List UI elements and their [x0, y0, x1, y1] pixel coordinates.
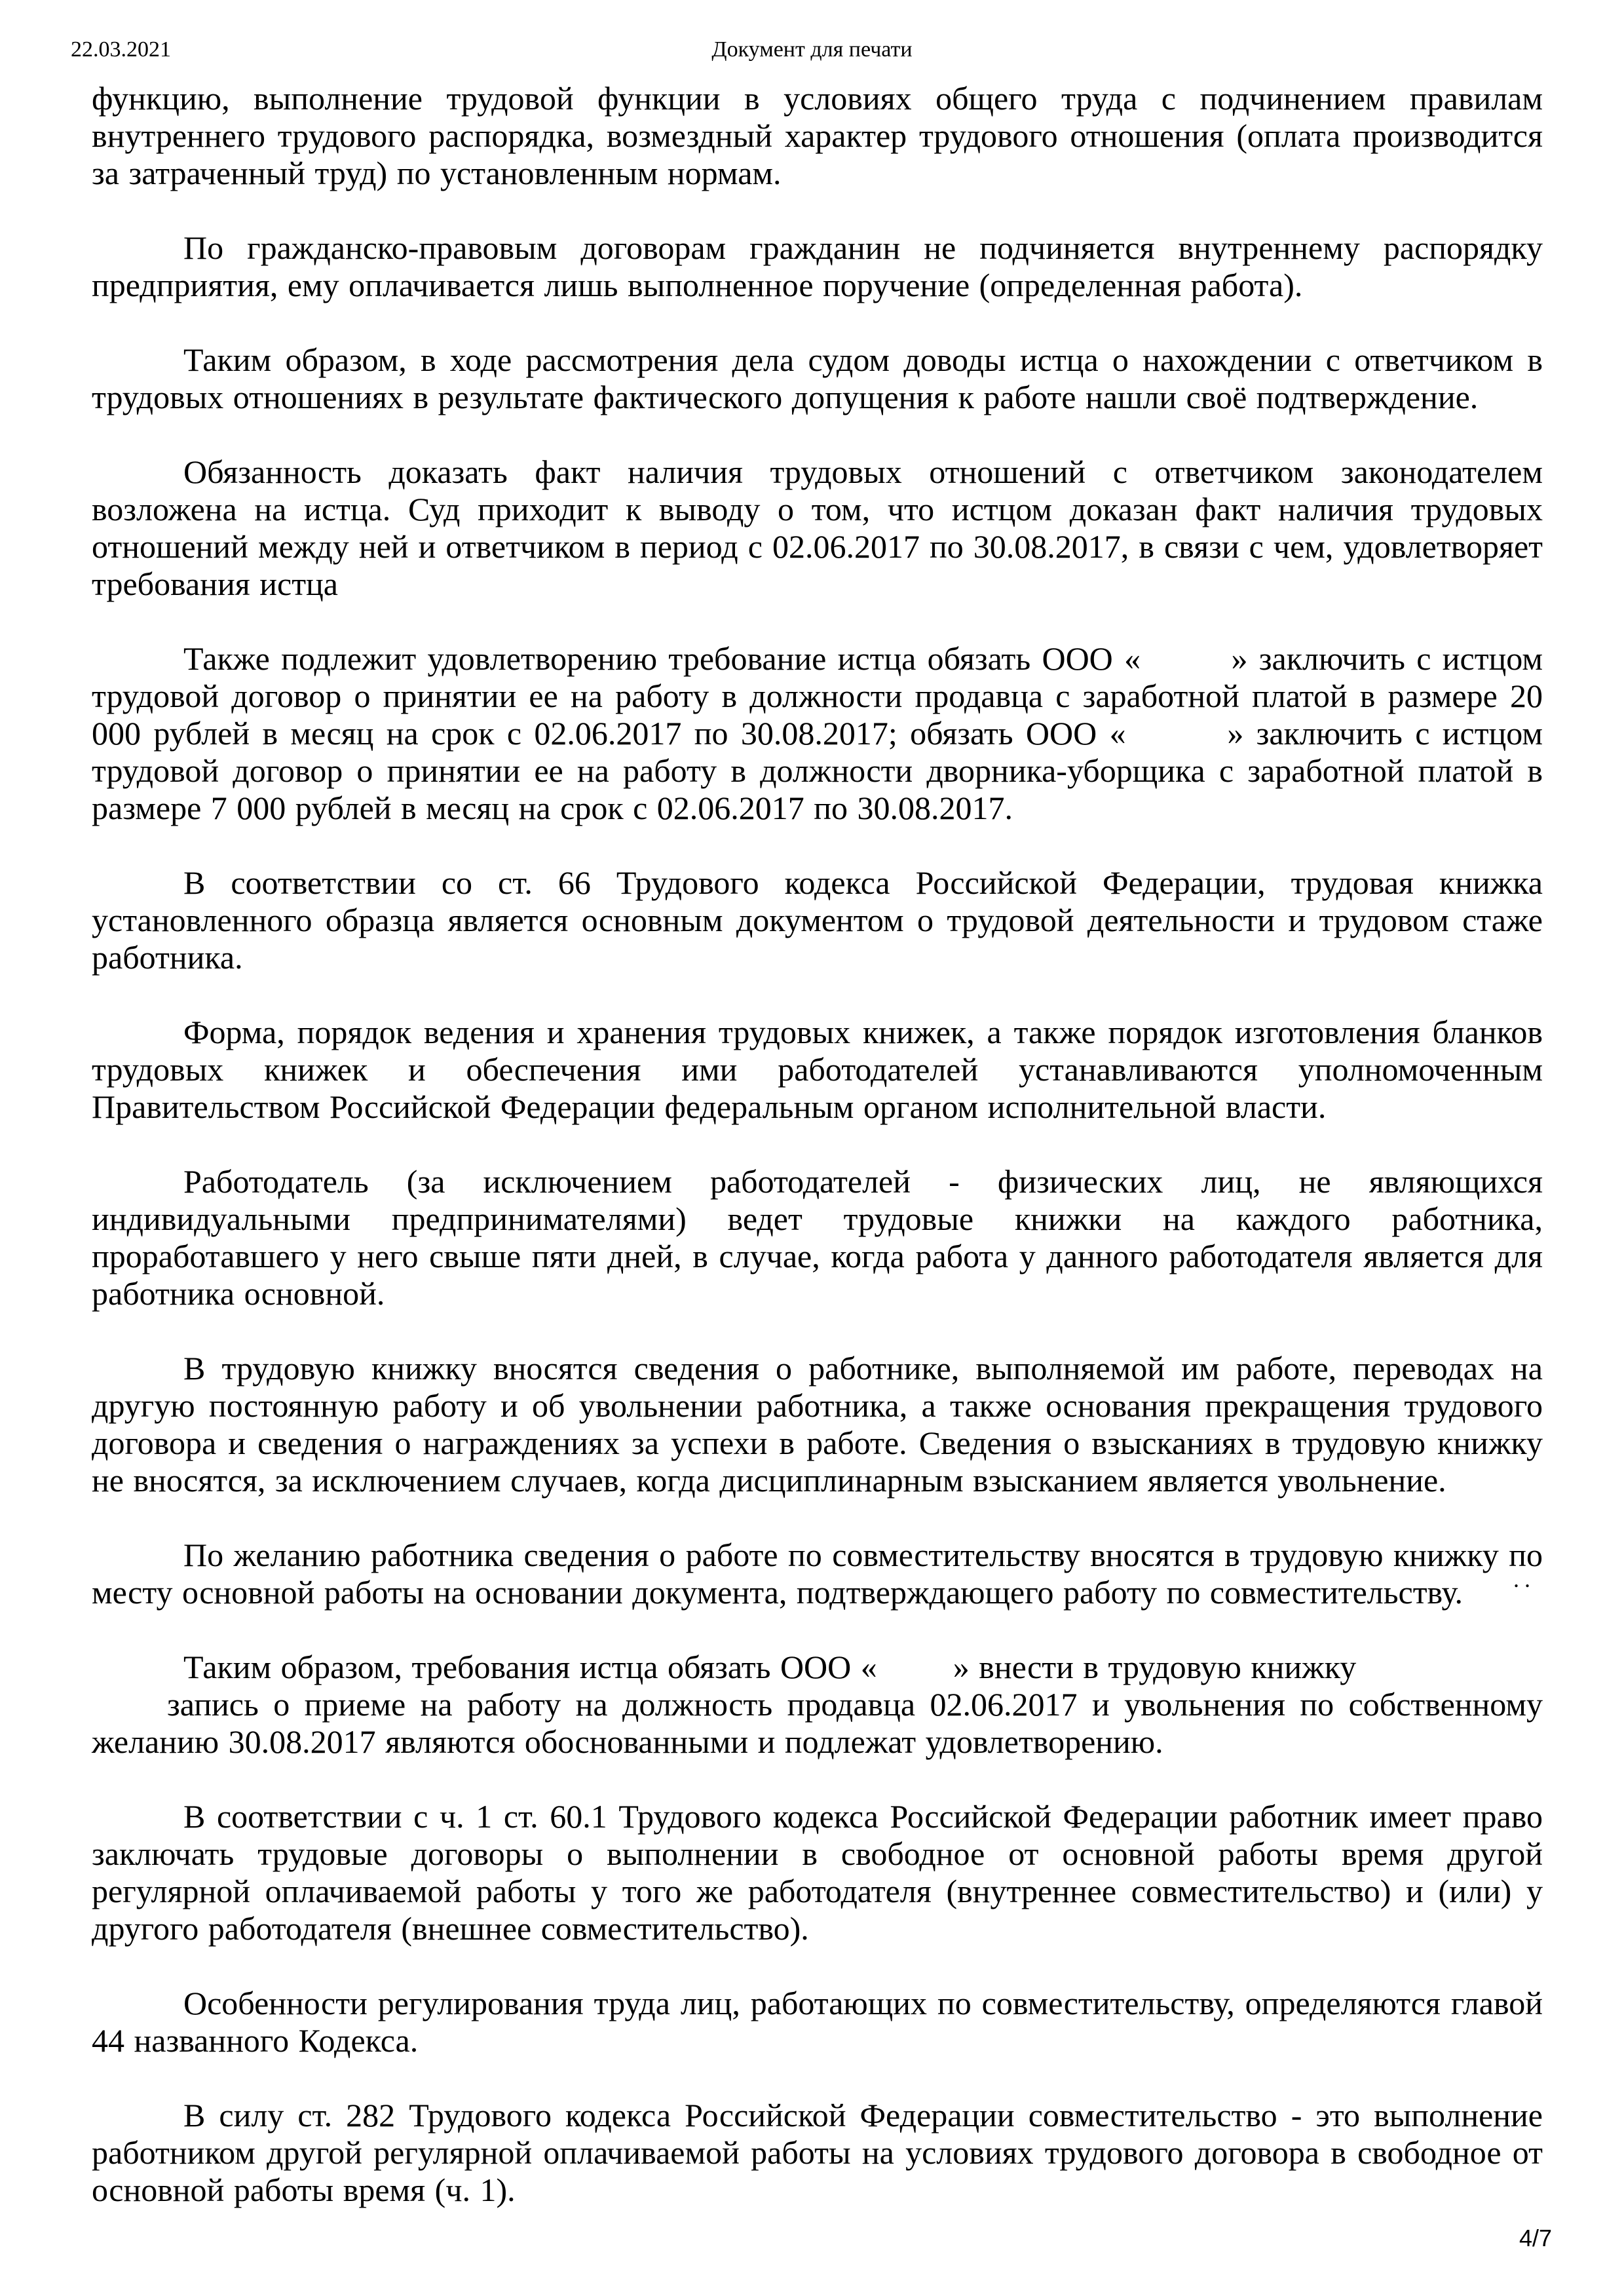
paragraph: Форма, порядок ведения и хранения трудовых книжек, а также порядок изготовления бланков трудовых книжек и обеспечения ими работодателей устанавливаются уполномоченным Правительством Российской Федерации федеральным органом исполнительной власти.	[92, 1014, 1543, 1125]
paragraph-line: Таким образом, требования истца обязать ООО « » внести в трудовую книжку	[183, 1649, 1357, 1685]
document-body	[92, 80, 1543, 2209]
paragraph-line: запись о приеме на работу на должность продавца 02.06.2017 и увольнения по собственному	[167, 1686, 1543, 1723]
paragraph: Обязанность доказать факт наличия трудовых отношений с ответчиком законодателем возложена на истца. Суд приходит к выводу о том, что истцом доказан факт наличия трудовых отношений между ней и ответчиком в период с 02.06.2017 по 30.08.2017, в связи с чем, удовлетворяет требования истца	[92, 453, 1543, 602]
paragraph: Работодатель (за исключением работодателей - физических лиц, не являющихся индивидуальными предпринимателями) ведет трудовые книжки на каждого работника, проработавшего у него свыше пяти дней, в случае, когда работа у данного работодателя является для работника основной.	[92, 1163, 1543, 1312]
paragraph: Особенности регулирования труда лиц, работающих по совместительству, определяются главой 44 названного Кодекса.	[92, 1985, 1543, 2059]
paragraph: В трудовую книжку вносятся сведения о работнике, выполняемой им работе, переводах на другую постоянную работу и об увольнении работника, а также основания прекращения трудового договора и сведения о награждениях за успехи в работе. Сведения о взысканиях в трудовую книжку не вносятся, за исключением случаев, когда дисциплинарным взысканием является увольнение.	[92, 1350, 1543, 1499]
paragraph: В соответствии с ч. 1 ст. 60.1 Трудового кодекса Российской Федерации работник имеет право заключать трудовые договоры о выполнении в свободное от основной работы время другой регулярной оплачиваемой работы у того же работодателя (внутреннее совместительство) и (или) у другого работодателя (внешнее совместительство).	[92, 1798, 1543, 1947]
paragraph: В соответствии со ст. 66 Трудового кодекса Российской Федерации, трудовая книжка установленного образца является основным документом о трудовой деятельности и трудовом стаже работника.	[92, 864, 1543, 976]
paragraph: функцию, выполнение трудовой функции в условиях общего труда с подчинением правилам внутреннего трудового распорядка, возмездный характер трудового отношения (оплата производится за затраченный труд) по установленным нормам.	[92, 80, 1543, 191]
paragraph: Также подлежит удовлетворению требование истца обязать ООО « » заключить с истцом трудовой договор о принятии ее на работу в должности продавца с заработной платой в размере 20 000 рублей в месяц на срок с 02.06.2017 по 30.08.2017; обязать ООО « » заключить с истцом трудовой договор о принятии ее на работу в должности дворника-уборщика с заработной платой в размере 7 000 рублей в месяц на срок с 02.06.2017 по 30.08.2017.	[92, 640, 1543, 826]
paragraph: Таким образом, в ходе рассмотрения дела судом доводы истца о нахождении с ответчиком в трудовых отношениях в результате фактического допущения к работе нашли своё подтверждение.	[92, 341, 1543, 415]
paragraph-with-redaction	[92, 1649, 1543, 1761]
paragraph-line: желанию 30.08.2017 являются обоснованными и подлежат удовлетворению.	[92, 1723, 1163, 1760]
paragraph: По гражданско-правовым договорам гражданин не подчиняется внутреннему распорядку предприятия, ему оплачивается лишь выполненное поручение (определенная работа).	[92, 229, 1543, 303]
page-number: 4/7	[1519, 2225, 1552, 2251]
header-date: 22.03.2021	[71, 37, 171, 62]
document-title: Документ для печати	[711, 37, 913, 62]
redaction-artifact: ..	[1513, 1566, 1536, 1592]
paragraph: В силу ст. 282 Трудового кодекса Российской Федерации совместительство - это выполнение работником другой регулярной оплачиваемой работы на условиях трудового договора в свободное от основной работы время (ч. 1).	[92, 2097, 1543, 2208]
paragraph: По желанию работника сведения о работе по совместительству вносятся в трудовую книжку по месту основной работы на основании документа, подтверждающего работу по совместительству.	[92, 1537, 1543, 1611]
